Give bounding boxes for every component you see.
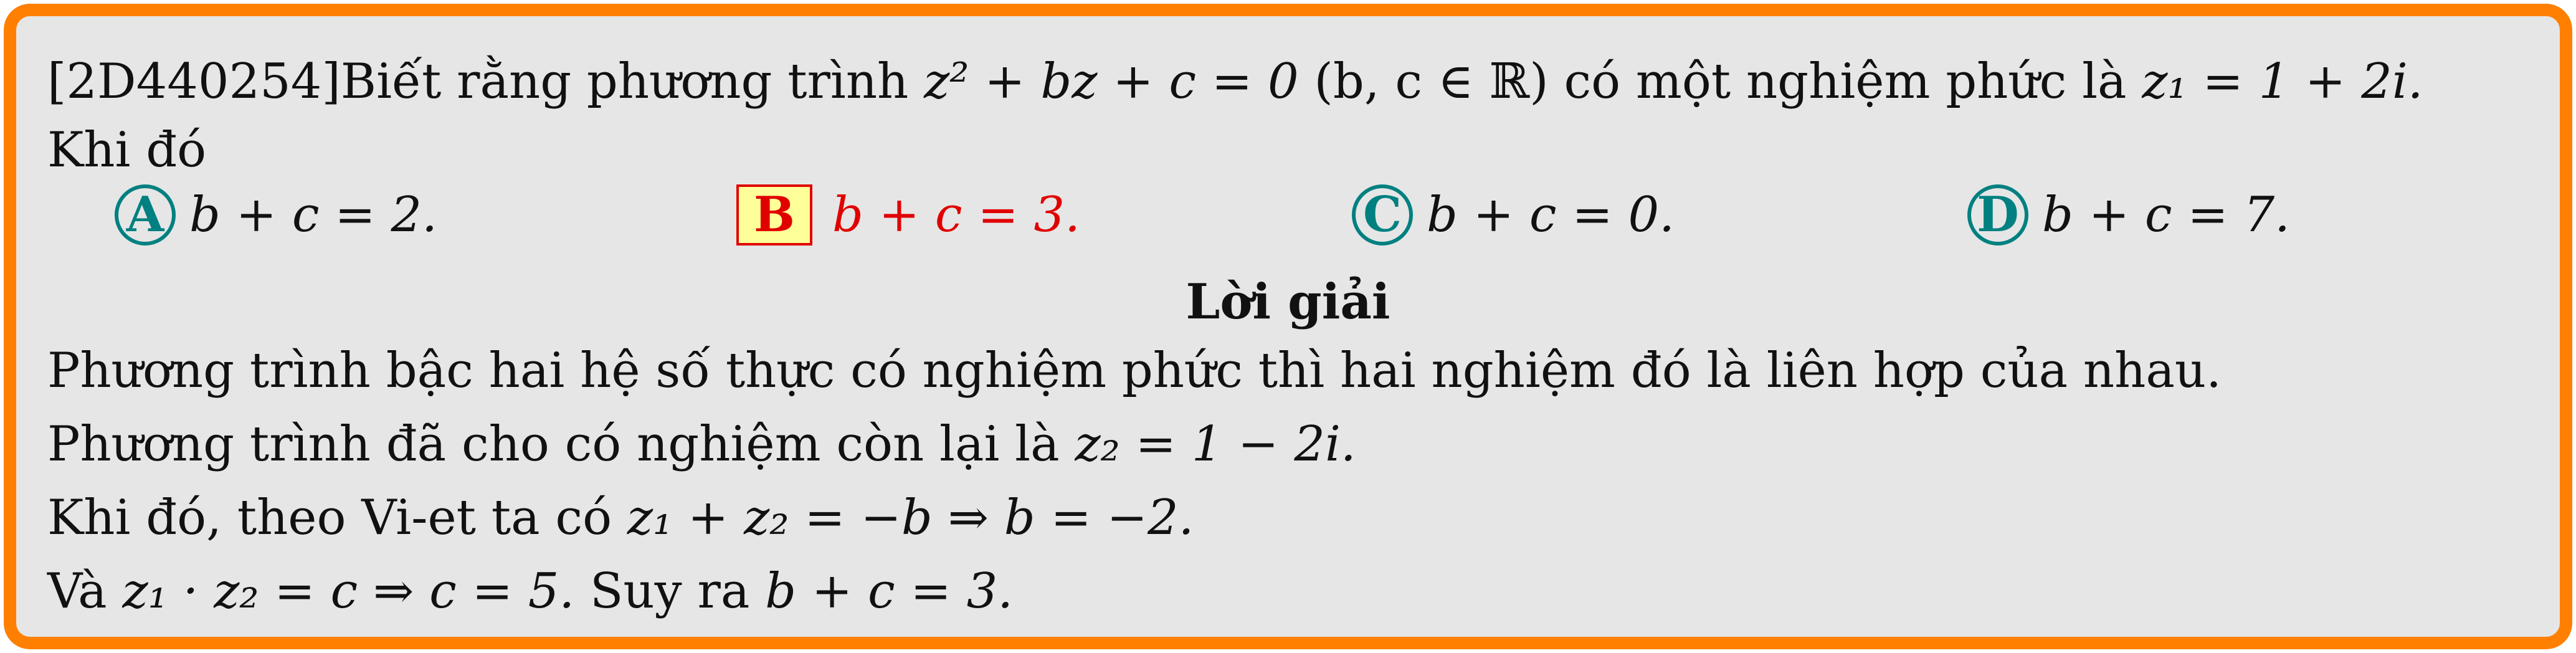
solution-line-2-math: z₂ = 1 − 2i. [1075,416,1356,472]
question-line-1 [47,54,2423,110]
solution-line-2 [47,416,1356,472]
option-a[interactable] [115,184,437,245]
solution-line-4-math-b: b + c = 3. [765,563,1014,619]
solution-line-3-text: Khi đó, theo Vi-et ta có [47,490,612,546]
question-card [4,4,2572,649]
option-c-label: C [1352,184,1413,245]
option-a-label: A [115,184,176,245]
option-d-text: b + c = 7. [2042,187,2290,243]
option-b-text: b + c = 3. [832,187,1080,243]
option-c-text: b + c = 0. [1427,187,1675,243]
solution-line-4-text-a: Và [47,563,107,619]
solution-line-4-text-b: Suy ra [590,563,750,619]
solution-line-4 [47,563,1014,619]
solution-line-4-math-a: z₁ · z₂ = c ⇒ c = 5. [122,563,575,619]
question-text-1: Biết rằng phương trình [340,54,909,110]
solution-line-1 [47,343,2222,399]
question-root: z₁ = 1 + 2i. [2142,54,2423,110]
solution-line-3 [47,490,1194,546]
question-condition: (b, c ∈ ℝ) [1314,54,1549,110]
option-d-label: D [1967,184,2028,245]
question-line-2 [47,122,207,178]
option-c[interactable] [1352,184,1675,245]
solution-line-3-math: z₁ + z₂ = −b ⇒ b = −2. [627,490,1194,546]
option-b[interactable] [736,184,1080,245]
solution-heading: Lời giải [1186,274,1390,330]
question-line-2-text: Khi đó [47,122,207,178]
question-equation: z² + bz + c = 0 [924,54,1299,110]
solution-line-1-text: Phương trình bậc hai hệ số thực có nghiệm phức thì hai nghiệm đó là liên hợp của nhau. [47,343,2222,399]
question-text-2: có một nghiệm phức là [1564,54,2127,110]
solution-line-2-text: Phương trình đã cho có nghiệm còn lại là [47,416,1060,472]
option-b-label: B [736,184,812,245]
option-a-text: b + c = 2. [189,187,437,243]
option-d[interactable] [1967,184,2290,245]
question-id: [2D440254] [47,54,341,110]
